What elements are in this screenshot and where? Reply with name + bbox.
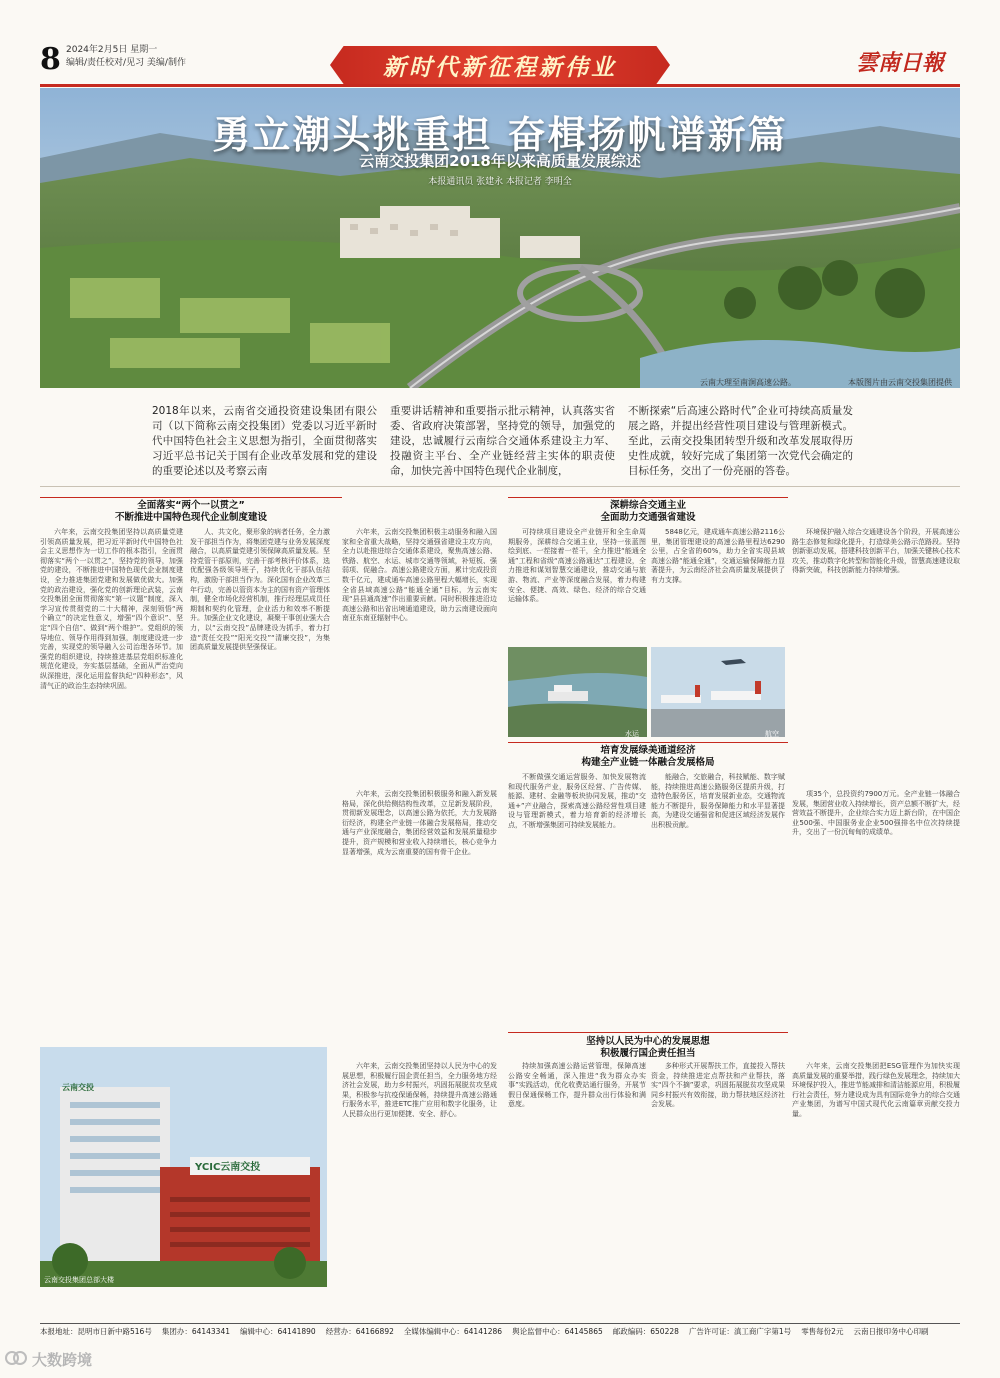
plane-photo: [651, 647, 785, 737]
watermark-text: 大数跨境: [32, 1351, 93, 1369]
section-rule: [508, 497, 788, 498]
footer-editor: 全媒体编辑中心：64141286: [403, 1327, 503, 1336]
article-column-2: [190, 528, 330, 1038]
column-text: 六年来，云南交投集团把ESG管理作为加快实现高质量发展的重要举措，践行绿色发展理念，持续加大环境保护投入，推进节能减排和清洁能源应用，积极履行社会责任，努力建设成为具有国际竞争力的综合交通产业集团，为谱写中国式现代化云南篇章贡献交投力量。: [792, 1062, 960, 1118]
column-text: 不断做强交通运营服务、加快发展物流和现代服务产业，服务区经营、广告传媒、能源、建材、金融等板块协同发展，推动“交通+”产业融合，探索高速公路经营性项目建设与管理新模式，着力培育新的经济增长点，不断增强集团可持续发展能力。: [508, 773, 646, 829]
column-text: 六年来，云南交投集团坚持以高质量党建引领高质量发展，把习近平新时代中国特色社会主义思想作为一切工作的根本指引，全面贯彻落实“两个一以贯之”，坚持党的领导，加强党的建设，不断推进中国特色现代企业制度建设，全力推进集团党建和发展做优做大。加强党的政治建设，强化党的创新理论武装，云南交投集团全面贯彻落实“第一议题”制度，深入学习宣传贯彻党的二十大精神，深刻领悟“两个确立”的决定性意义，增强“四个意识”、坚定“四个自信”、做到“两个维护”。党组织的领导地位、领导作用得到加强，制度建设进一步完善，实现党的领导融入公司治理各环节。加强党的组织建设，持续推进基层党组织标准化规范化建设，夯实基层基础，全面从严治党向纵深推进，深化运用监督执纪“四种形态”，风清气正的政治生态持续巩固。: [40, 528, 183, 690]
column-text: 六年来，云南交投集团坚持以人民为中心的发展思想，积极履行国企责任担当，全力服务地方经济社会发展，助力乡村振兴，巩固拓展脱贫攻坚成果，积极参与抗疫保通保畅，持续提升高速公路通行服务水平，推进ETC推广应用和数字化服务，让人民群众出行更加便捷、安全、舒心。: [342, 1062, 497, 1118]
intro-paragraph-3: 不断探索“后高速公路时代”企业可持续高质量发展之路，并提出经营性项目建设与管理新模式。至此，云南交投集团转型升级和改革发展取得历史性成就，较好完成了集团第一次党代会确定的目标任务，交出了一份亮丽的答卷。: [628, 405, 853, 477]
building-caption: 云南交投集团总部大楼: [44, 1276, 114, 1284]
section-rule: [40, 497, 342, 498]
editors-line: 编辑/责任校对/见习 美编/制作: [66, 58, 186, 68]
banner-title: 新时代新征程新伟业: [383, 54, 617, 81]
column-text: 5848亿元，建成通车高速公路2116公里，集团管理建设的高速公路里程达6290公里，占全省的60%，助力全省实现县域高速公路“能通全通”，交通运输保障能力显著提升，为云南经济社会高质量发展提供了有力支撑。: [651, 528, 785, 584]
section-2-title: 深耕综合交通主业: [609, 500, 686, 511]
article-column-5: [651, 528, 785, 640]
section-1-title: 全面落实“两个一以贯之”: [137, 500, 245, 511]
column-text: 多种形式开展帮扶工作，直接投入帮扶资金，持续推进定点帮扶和产业帮扶，落实“四个不摘”要求，巩固拓展脱贫攻坚成果同乡村振兴有效衔接，助力帮扶地区经济社会发展。: [651, 1062, 785, 1109]
section-4-subtitle: 积极履行国企责任担当: [600, 1048, 696, 1059]
article-column-10: [792, 790, 960, 1040]
section-3-subtitle: 构建全产业链一体融合发展格局: [581, 757, 715, 768]
footer-address: 本报地址：昆明市日新中路516号: [40, 1327, 152, 1336]
sub-headline: 云南交投集团2018年以来高质量发展综述: [359, 152, 641, 170]
footer-office: 集团办：64143341: [161, 1327, 231, 1336]
intro-divider: [40, 486, 960, 487]
section-2-subtitle: 全面助力交通强省建设: [600, 512, 696, 523]
article-column-11: [342, 1062, 497, 1317]
issue-meta: [66, 44, 186, 70]
column-text: 环境保护融入综合交通建设各个阶段，开展高速公路生态修复和绿化提升，打造绿美公路示范路段。坚持创新驱动发展，搭建科技创新平台，加强关键核心技术攻关，推动数字化转型和智能化升级，智慧高速建设取得新突破，科技创新能力持续增强。: [792, 528, 960, 575]
column-text: 六年来，云南交投集团积极服务和融入新发展格局，深化供给侧结构性改革，立足新发展阶段，贯彻新发展理念，以高速公路为依托，大力发展路衍经济，构建全产业链一体融合发展格局，推动交通与产业深度融合，集团经营效益和发展质量稳步提升，资产规模和营业收入持续增长，核心竞争力显著增强，成为云南重要的国有骨干企业。: [342, 790, 497, 856]
hero-caption: 云南大理至南涧高速公路。: [700, 378, 796, 387]
roof-sign: 云南交投: [62, 1083, 94, 1092]
footer-license: 广告许可证：滇工商广字第1号: [688, 1327, 792, 1336]
footer: [40, 1326, 960, 1337]
article-column-1: [40, 528, 183, 1038]
photo-credit: 本版图片由云南交投集团提供: [848, 378, 952, 387]
article-column-3: [342, 528, 497, 778]
column-text: 可持续项目建设全产业链开和全生命周期服务，深耕综合交通主业，坚持一张蓝图绘到底、一茬接着一茬干，全力推进“能通全通”工程和省级“高速公路通达”工程建设，全力推进和谋划智慧交通建设，推动交通与旅游、物流、产业等深度融合发展，着力构建安全、便捷、高效、绿色、经济的综合交通运输体系。: [508, 528, 646, 604]
footer-rule: [40, 1323, 960, 1324]
section-3-title: 培育发展绿美通道经济: [600, 745, 696, 756]
footer-postcode: 邮政编码：650228: [612, 1327, 679, 1336]
section-1-subtitle: 不断推进中国特色现代企业制度建设: [114, 512, 267, 523]
section-rule: [508, 1032, 788, 1033]
column-text: 能融合，交旅融合，科技赋能、数字赋能，持续推进高速公路服务区提质升级，打造特色服务区，培育发展新业态，交通物流能力不断提升，服务保障能力和水平显著提高，为建设交通强省和促进区域经济发展作出积极贡献。: [651, 773, 785, 829]
article-column-8: [508, 773, 646, 1030]
plane-caption: 航空: [765, 730, 779, 738]
main-headline: 勇立潮头挑重担 奋楫扬帆谱新篇: [212, 113, 788, 157]
masthead-logo: 雲南日報: [856, 50, 945, 76]
footer-printer: 云南日报印务中心印刷: [853, 1327, 929, 1336]
column-text: 持续加强高速公路运营管理，保障高速公路安全畅通，深入推进“我为群众办实事”实践活动，优化收费站通行服务，开展节假日保通保畅工作，提升群众出行体验和满意度。: [508, 1062, 646, 1109]
building-sign: YCIC云南交投: [195, 1162, 261, 1173]
intro-paragraph-1: 2018年以来，云南省交通投资建设集团有限公司（以下简称云南交投集团）党委以习近平新时代中国特色社会主义思想为指引，全面贯彻落实习近平总书记关于国有企业改革发展和党的建设的重要论述以及考察云南: [152, 405, 377, 477]
byline: 本报通讯员 张建永 本报记者 李明全: [428, 177, 572, 187]
article-column-7: [342, 790, 497, 1030]
section-4-title: 坚持以人民为中心的发展思想: [586, 1036, 710, 1047]
page-number: 8: [40, 42, 61, 77]
column-text: 人、共文化，聚形象的病者任务，全力激发干部担当作为，将集团党建与业务发展深度融合，以高质量党建引领保障高质量发展。坚持党管干部原则，完善干部考核评价体系，选优配强各级领导班子，持续优化干部队伍结构，激励干部担当作为。深化国有企业改革三年行动，完善以管资本为主的国有资产管理体制，健全市场化经营机制，推行经理层成员任期制和契约化管理，企业活力和效率不断提升。加强企业文化建设，凝聚干事创业强大合力，以“云南交投”品牌建设为抓手，着力打造“责任交投”“阳光交投”“清廉交投”，为集团高质量发展提供坚强保证。: [190, 528, 330, 652]
column-text: 项35个，总投资约7900万元。全产业链一体融合发展，集团营业收入持续增长，资产总额不断扩大，经营效益不断提升，企业综合实力迈上新台阶，在中国企业500强、中国服务业企业500强排名中位次持续提升，交出了一份沉甸甸的成绩单。: [792, 790, 960, 837]
article-column-13: [651, 1062, 785, 1317]
issue-date: 2024年2月5日 星期一: [66, 45, 158, 55]
article-column-4: [508, 528, 646, 640]
watermark-icon: [4, 1349, 28, 1367]
section-rule: [508, 742, 788, 743]
footer-business: 经营办：64166892: [325, 1327, 394, 1336]
river-photo: [508, 647, 647, 737]
article-column-12: [508, 1062, 646, 1317]
footer-complaint: 舆论监督中心：64145865: [512, 1327, 603, 1336]
header-rule: [40, 84, 960, 87]
intro-paragraph-2: 重要讲话精神和重要指示批示精神，认真落实省委、省政府决策部署，坚持党的领导，加强党的建设，忠诚履行云南综合交通体系建设主力军、投融资主平台、全产业链经营主实体的职责使命，加快完善中国特色现代企业制度，: [390, 405, 615, 477]
river-caption: 水运: [625, 730, 639, 738]
footer-news: 编辑中心：64141890: [240, 1327, 316, 1336]
column-text: 六年来，云南交投集团积极主动服务和融入国家和全省重大战略，坚持交通强省建设主攻方向，全力以赴推进综合交通体系建设，聚焦高速公路、铁路、航空、水运、城市交通等领域，补短板、强弱项、促融合。高速公路建设方面，累计完成投资数千亿元，建成通车高速公路里程大幅增长，实现全省县域高速公路“能通全通”目标，为云南实现“县县通高速”作出重要贡献。同时积极推进沿边高速公路和出省出境通道建设，助力云南建设面向南亚东南亚辐射中心。: [342, 528, 497, 623]
article-column-9: [651, 773, 785, 1030]
article-column-6: [792, 528, 960, 778]
article-column-14: [792, 1062, 960, 1317]
footer-price: 零售每份2元: [801, 1327, 844, 1336]
